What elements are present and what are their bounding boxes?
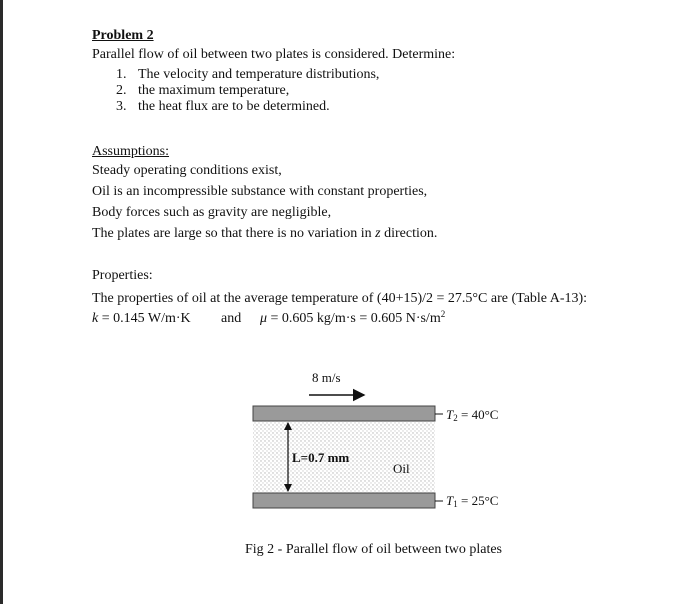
figure-caption: Fig 2 - Parallel flow of oil between two plates: [245, 542, 502, 557]
t2-subscript: 2: [453, 413, 458, 423]
oil-label: Oil: [393, 461, 410, 476]
assumption-text: The plates are large so that there is no variation in: [92, 226, 376, 241]
properties-line: The properties of oil at the average temperature of (40+15)/2 = 27.5°C are (Table A-13):: [92, 291, 588, 306]
problem-title: Problem 2: [92, 28, 154, 43]
list-item-text: the maximum temperature,: [138, 83, 290, 98]
problem-intro: Parallel flow of oil between two plates is considered. Determine:: [92, 47, 456, 62]
bottom-plate: [253, 493, 435, 508]
z-variable: z: [375, 226, 381, 241]
top-temperature-label: [446, 407, 498, 423]
k-value: = 0.145 W/m·K: [98, 311, 191, 326]
assumptions-heading: Assumptions:: [92, 144, 170, 159]
t1-value: = 25°C: [457, 493, 499, 508]
list-item-number: 1.: [116, 67, 127, 82]
properties-and: and: [221, 311, 242, 326]
list-item-text: The velocity and temperature distributions,: [138, 67, 380, 82]
list-item-text: the heat flux are to be determined.: [138, 99, 330, 114]
assumption-line: Oil is an incompressible substance with constant properties,: [92, 184, 428, 199]
t2-value: = 40°C: [457, 407, 499, 422]
velocity-label: 8 m/s: [312, 370, 341, 385]
assumption-line: Body forces such as gravity are negligible,: [92, 205, 332, 220]
t2-symbol: T: [446, 407, 454, 422]
list-item-number: 2.: [116, 83, 127, 98]
mu-exponent: 2: [440, 309, 446, 319]
top-plate: [253, 406, 435, 421]
list-item-number: 3.: [116, 99, 127, 114]
assumption-line: Steady operating conditions exist,: [92, 163, 282, 178]
assumption-text: direction.: [380, 226, 438, 241]
mu-symbol: μ: [260, 311, 268, 326]
properties-heading: Properties:: [92, 268, 153, 283]
mu-value: = 0.605 kg/m·s = 0.605 N·s/m: [267, 311, 441, 326]
gap-label: L=0.7 mm: [292, 450, 350, 465]
bottom-temperature-label: [446, 493, 498, 509]
t1-symbol: T: [446, 493, 454, 508]
t1-subscript: 1: [453, 499, 458, 509]
k-symbol: k: [92, 311, 99, 326]
